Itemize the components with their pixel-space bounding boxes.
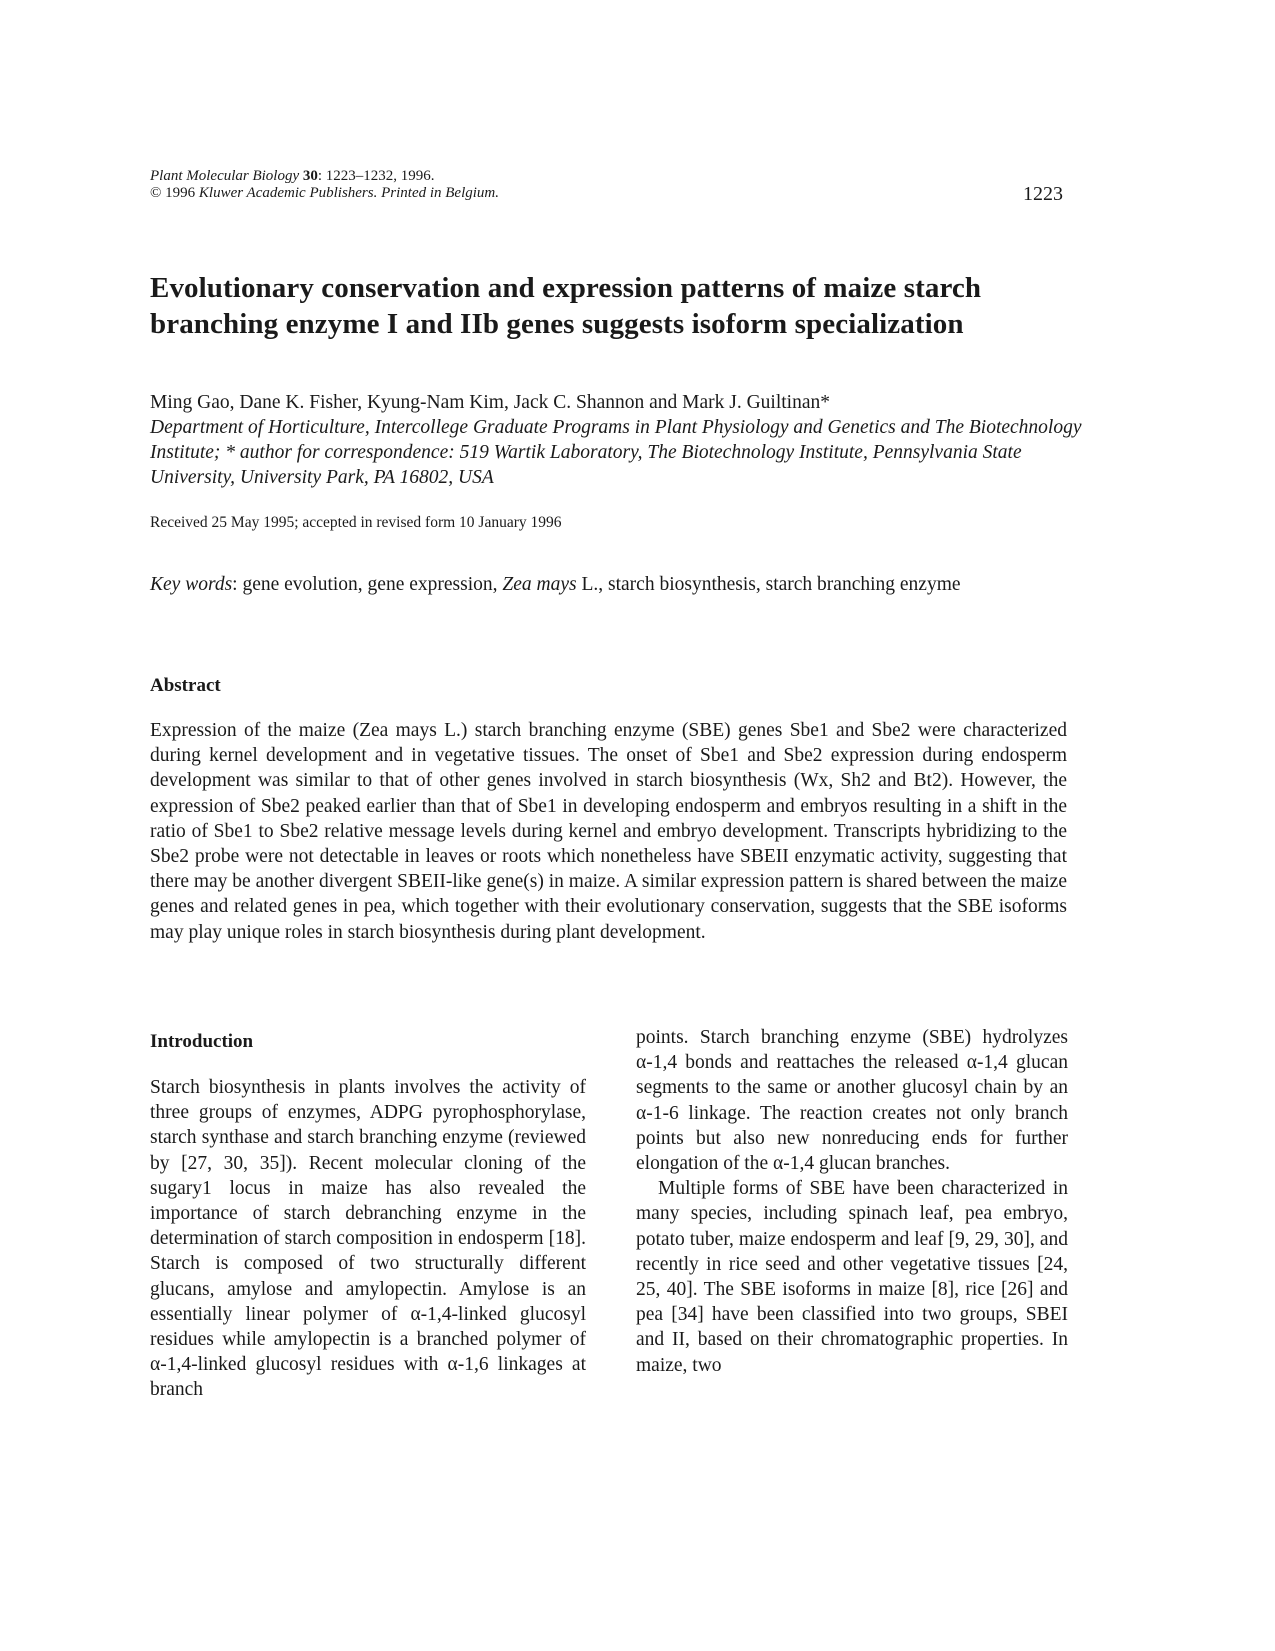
journal-citation — [150, 168, 499, 202]
journal-name: Plant Molecular Biology — [150, 168, 300, 184]
page-number: 1223 — [1023, 183, 1063, 205]
affiliation: Department of Horticulture, Intercollege Graduate Programs in Plant Physiology and Genetics and The Biotechnology Institute; * author for correspondence: 519 Wartik Laboratory, The Biotechnology Institute, Pennsylvania State University, University Park, PA 16802, USA — [150, 417, 1082, 488]
intro-left-column: Starch biosynthesis in plants involves the activity of three groups of enzymes, ADPG pyrophosphorylase, starch synthase and starch branching enzyme (reviewed by [27, 30, 35]). Recent molecular cloning of the sugary1 locus in maize has also revealed the importance of starch debranching enzyme in the determination of starch composition in endosperm [18]. Starch is composed of two structurally different glucans, amylose and amylopectin. Amylose is an essentially linear polymer of α-1,4-linked glucosyl residues while amylopectin is a branched polymer of α-1,4-linked glucosyl residues with α-1,6 linkages at branch — [150, 1077, 586, 1401]
journal-pages: : 1223–1232, 1996. — [317, 168, 435, 184]
keywords-label: Key words — [150, 574, 233, 595]
journal-volume: 30 — [302, 168, 318, 184]
keywords-text-2: L., starch biosynthesis, starch branching enzyme — [576, 574, 961, 595]
publisher: Kluwer Academic Publishers. Printed in Belgium. — [198, 185, 500, 201]
introduction-heading: Introduction — [150, 1031, 254, 1052]
intro-right-column — [636, 1025, 1068, 1378]
journal-line — [150, 168, 499, 185]
intro-right-paragraph-2: Multiple forms of SBE have been characterized in many species, including spinach leaf, pea embryo, potato tuber, maize endosperm and leaf [9, 29, 30], and recently in rice seed and other vegetative tissues [24, 25, 40]. The SBE isoforms in maize [8], rice [26] and pea [34] have been classified into two groups, SBEI and II, based on their chromatographic properties. In maize, two — [636, 1178, 1068, 1376]
abstract-heading: Abstract — [150, 675, 221, 696]
intro-right-paragraph-1: points. Starch branching enzyme (SBE) hydrolyzes α-1,4 bonds and reattaches the released α-1,4 glucan segments to the same or another glucosyl chain by an α-1-6 linkage. The reaction creates not only branch points but also new nonreducing ends for further elongation of the α-1,4 glucan branches. — [636, 1027, 1068, 1175]
copyright-symbol: © — [150, 185, 162, 201]
abstract-body: Expression of the maize (Zea mays L.) starch branching enzyme (SBE) genes Sbe1 and Sbe2 were characterized during kernel development and in vegetative tissues. The onset of Sbe1 and Sbe2 expression during endosperm development was similar to that of other genes involved in starch biosynthesis (Wx, Sh2 and Bt2). However, the expression of Sbe2 peaked earlier than that of Sbe1 in developing endosperm and embryos resulting in a shift in the ratio of Sbe1 to Sbe2 relative message levels during kernel and embryo development. Transcripts hybridizing to the Sbe2 probe were not detectable in leaves or roots which nonetheless have SBEII enzymatic activity, suggesting that there may be another divergent SBEII-like gene(s) in maize. A similar expression pattern is shared between the maize genes and related genes in pea, which together with their evolutionary conservation, suggests that the SBE isoforms may play unique roles in starch biosynthesis during plant development. — [150, 720, 1067, 943]
keywords-species: Zea mays — [502, 574, 577, 595]
copyright-line — [150, 185, 499, 202]
keywords-text-1: : gene evolution, gene expression, — [232, 574, 503, 595]
paper-title: Evolutionary conservation and expression patterns of maize starch branching enzyme I and IIb genes suggests isoform specialization — [150, 272, 982, 340]
keywords — [150, 572, 1050, 597]
copyright-year: 1996 — [161, 185, 199, 201]
received-date: Received 25 May 1995; accepted in revised form 10 January 1996 — [150, 514, 562, 531]
authors: Ming Gao, Dane K. Fisher, Kyung-Nam Kim, Jack C. Shannon and Mark J. Guiltinan* — [150, 392, 831, 413]
